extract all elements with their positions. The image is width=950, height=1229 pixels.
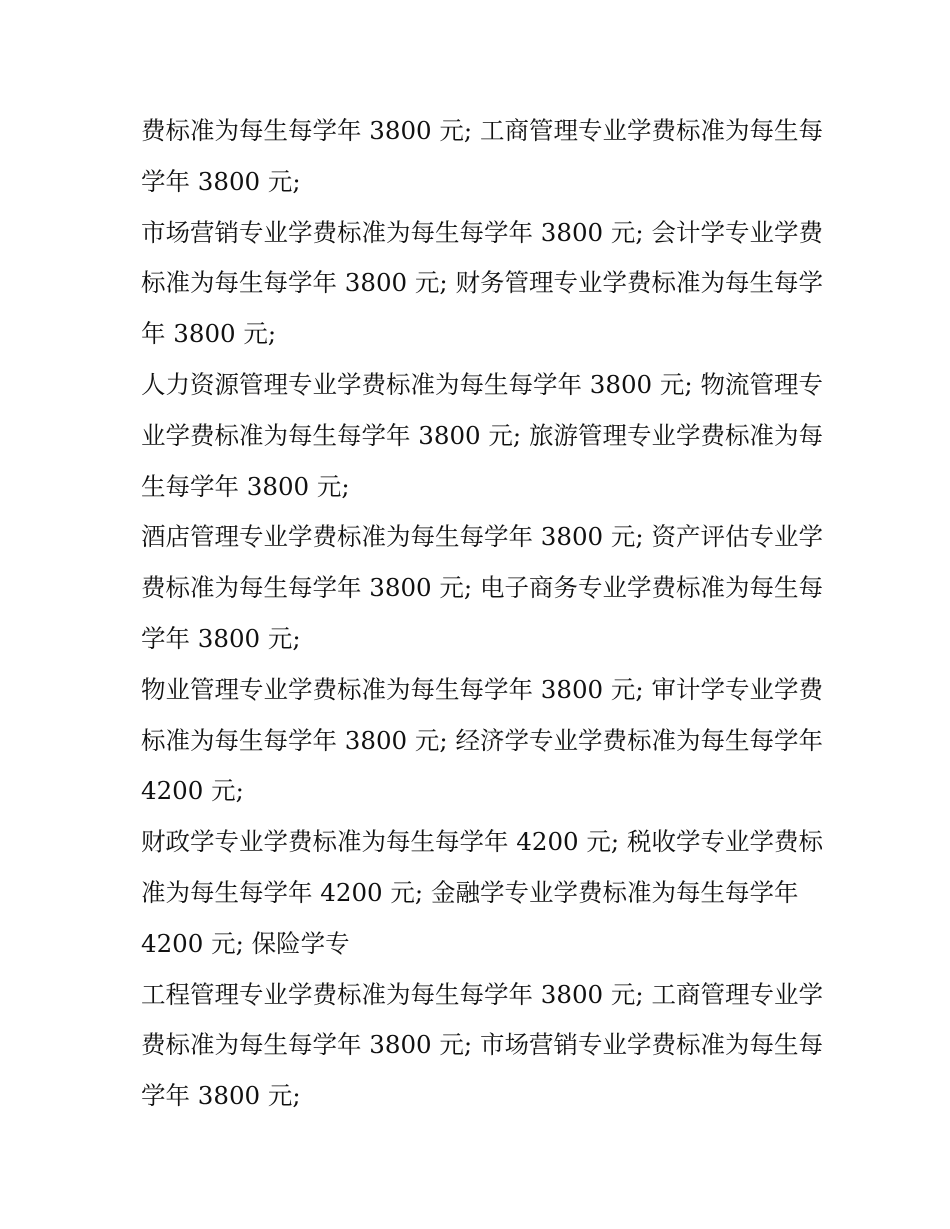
text-line: 工程管理专业学费标准为每生每学年 3800 元; 工商管理专业学 xyxy=(141,979,823,1009)
text-line: 生每学年 3800 元; xyxy=(141,471,350,501)
text-line: 标准为每生每学年 3800 元; 财务管理专业学费标准为每生每学 xyxy=(141,268,823,298)
text-line: 物业管理专业学费标准为每生每学年 3800 元; 审计学专业学费 xyxy=(141,674,823,704)
text-line: 年 3800 元; xyxy=(141,319,277,349)
body-text xyxy=(141,106,821,1122)
text-line: 费标准为每生每学年 3800 元; 工商管理专业学费标准为每生每 xyxy=(141,116,823,145)
text-line: 学年 3800 元; xyxy=(141,623,301,653)
text-line: 学年 3800 元; xyxy=(141,166,301,196)
text-line: 财政学专业学费标准为每生每学年 4200 元; 税收学专业学费标 xyxy=(141,827,823,857)
text-line: 标准为每生每学年 3800 元; 经济学专业学费标准为每生每学年 xyxy=(141,725,823,755)
text-line: 市场营销专业学费标准为每生每学年 3800 元; 会计学专业学费 xyxy=(141,217,823,247)
text-line: 人力资源管理专业学费标准为每生每学年 3800 元; 物流管理专 xyxy=(141,369,823,399)
text-line: 业学费标准为每生每学年 3800 元; 旅游管理专业学费标准为每 xyxy=(141,420,823,450)
text-line: 学年 3800 元; xyxy=(141,1081,301,1111)
text-line: 费标准为每生每学年 3800 元; 电子商务专业学费标准为每生每 xyxy=(141,573,823,603)
text-line: 4200 元; xyxy=(141,776,244,806)
text-line: 4200 元; 保险学专 xyxy=(141,928,350,958)
text-line: 准为每生每学年 4200 元; 金融学专业学费标准为每生每学年 xyxy=(141,877,799,907)
text-line: 费标准为每生每学年 3800 元; 市场营销专业学费标准为每生每 xyxy=(141,1030,823,1060)
text-line: 酒店管理专业学费标准为每生每学年 3800 元; 资产评估专业学 xyxy=(141,522,823,552)
